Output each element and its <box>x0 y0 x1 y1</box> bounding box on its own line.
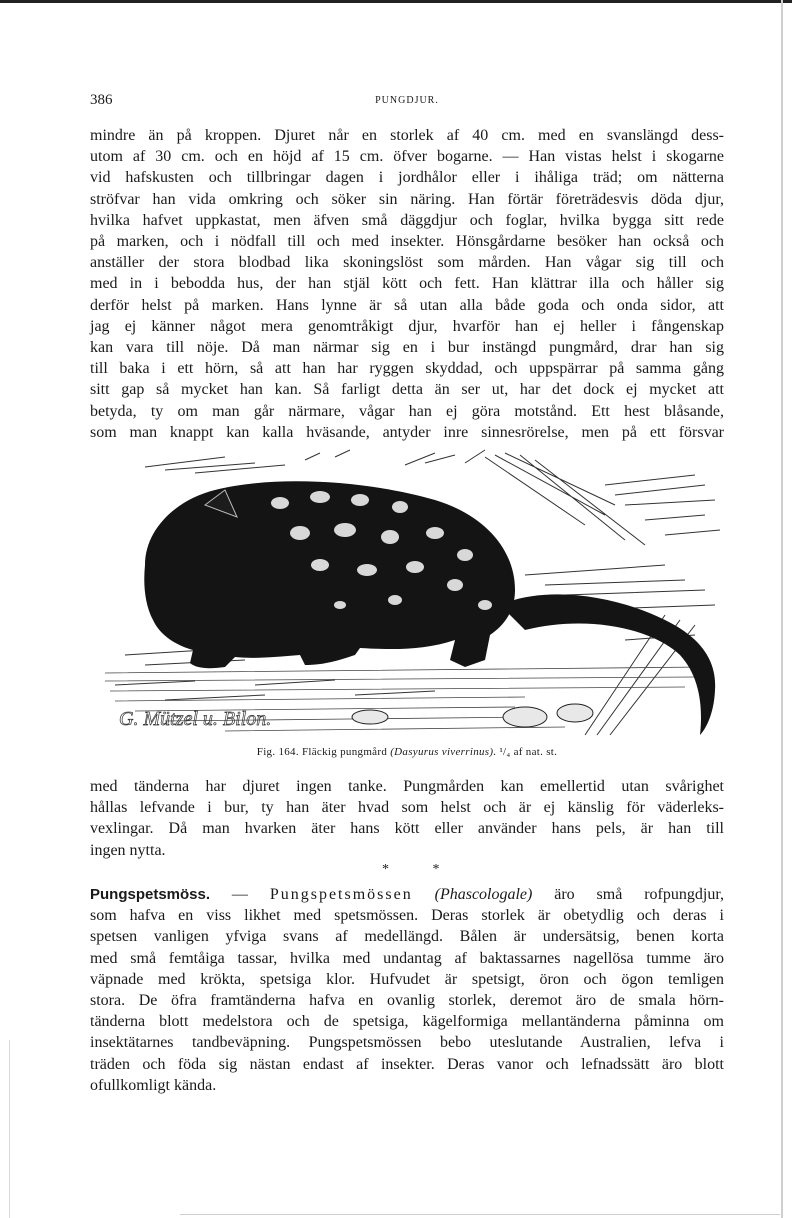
section-separator: * * <box>382 862 460 877</box>
section-heading: Pungspetsmöss. <box>90 886 211 903</box>
text-line: kan vara till nöje. Då man närmar sig en i bur instängd pungmård, drar han sig <box>90 339 724 357</box>
text-line: stora. De öfra framtänderna hafva en ovanlig storlek, deremot äro de smala hörn- <box>90 992 724 1010</box>
figure-label: Fig. 164. <box>256 746 299 758</box>
right-edge-rule <box>781 0 783 1218</box>
text-line: till baka i ett hörn, så att han har ryggen skyddad, och uppspärrar på samma gång <box>90 360 724 378</box>
artist-signature: G. Mützel u. Bilon. <box>119 708 272 730</box>
text-line: med små femtåiga tassar, hvilka med undantag af baktassarnes nagellösa tumme äro <box>90 949 724 967</box>
paragraph-3 <box>90 884 724 1096</box>
top-rule <box>0 0 792 3</box>
text-line: vid hafskusten och tillbringar dagen i jordhålor eller i ihåliga träd; om nätterna <box>90 169 724 187</box>
text-line: mindre än på kroppen. Djuret når en storlek af 40 cm. med en svanslängd dess- <box>90 127 724 144</box>
text-line: anställer der stora blodbad lika skoningslöst som mården. Han vågar sig till och <box>90 254 724 272</box>
running-title: PUNGDJUR. <box>375 95 439 106</box>
text-line: väpnade med krökta, spetsiga klor. Hufvudet är spetsigt, öron och ögon temligen <box>90 970 724 988</box>
figure-latin-name: (Dasyurus viverrinus). <box>390 746 497 758</box>
text-line: utom af 30 cm. och en höjd af 15 cm. öfver bogarne. — Han vistas helst i skogarne <box>90 148 724 166</box>
spaced-term: Pungspetsmössen <box>269 886 413 903</box>
text-line: hållas lefvande i bur, ty han äter hvad som helst och är ej känslig för väderleks- <box>90 799 724 817</box>
quoll-body <box>144 481 515 668</box>
text-line: tänderna blott medelstora och de spetsiga, kägelformiga mellantänderna påminna om <box>90 1013 724 1031</box>
first-line-rest: äro små rofpungdjur, <box>532 886 725 903</box>
text-line: derför helst på marken. Hans lynne är så utan alla både goda och onda sidor, att <box>90 296 724 314</box>
text-line: med in i bebodda hus, der han stjäl kött och fett. Han klättrar illa och håller sig <box>90 275 724 293</box>
text-line: vexlingar. Då man hvarken äter hans kött eller använder hans pels, är han till <box>90 820 724 838</box>
text-line: betyda, ty om man går närmare, vågar han ej göra motstånd. Ett hest blåsande, <box>90 402 724 420</box>
figure-caption <box>90 746 724 758</box>
text-line: spetsen vanligen yfviga svans af medellängd. Bålen är undersätsig, benen korta <box>90 928 724 946</box>
text-line: ingen nytta. <box>90 841 166 859</box>
text-line: jag ej känner något mera genomtråkigt djur, hvarför han ej heller i fångenskap <box>90 317 724 335</box>
text-line: hvilka hafvet uppkastat, men äfven små däggdjur och foglar, hvilka bygga sitt rede <box>90 211 724 229</box>
figure-illustration <box>105 445 725 745</box>
bottom-edge-rule <box>180 1214 780 1215</box>
page-number: 386 <box>90 92 113 108</box>
paragraph-1 <box>90 125 724 443</box>
text-line: som man knappt kan kalla hväsande, antyder inre sinnesrörelse, men på ett försvar <box>90 423 724 441</box>
text-line-first <box>90 884 724 905</box>
paragraph-2 <box>90 776 724 861</box>
dash: — <box>210 886 270 903</box>
figure-scale: ¹/₄ af nat. st. <box>499 746 558 758</box>
figure-title: Fläckig pungmård <box>301 746 388 758</box>
latin-term: (Phascologale) <box>434 886 533 903</box>
page-header <box>90 92 724 110</box>
text-line: ströfvar han vida omkring och söker sin näring. Han förtär företrädesvis döda djur, <box>90 190 724 208</box>
quoll-engraving <box>105 445 725 745</box>
text-line: ofullkomligt kända. <box>90 1076 217 1094</box>
text-line: insektätarnes tandbeväpning. Pungspetsmössen bebo uteslutande Australien, lefva i <box>90 1034 724 1052</box>
text-line: sitt gap så mycket han kan. Så farligt detta än ser ut, har det dock ej mycket att <box>90 381 724 399</box>
text-line: på marken, och i nödfall till och med insekter. Hönsgårdarne besöker han också och <box>90 233 724 251</box>
text-line: som hafva en viss likhet med spetsmössen. Deras storlek är obetydlig och deras i <box>90 907 724 925</box>
text-line: träden och föda sig nästan endast af insekter. Deras vanor och lefnadssätt äro blott <box>90 1055 724 1073</box>
left-edge-rule <box>9 1040 10 1218</box>
text-line: med tänderna har djuret ingen tanke. Pungmården kan emellertid utan svårighet <box>90 778 724 795</box>
